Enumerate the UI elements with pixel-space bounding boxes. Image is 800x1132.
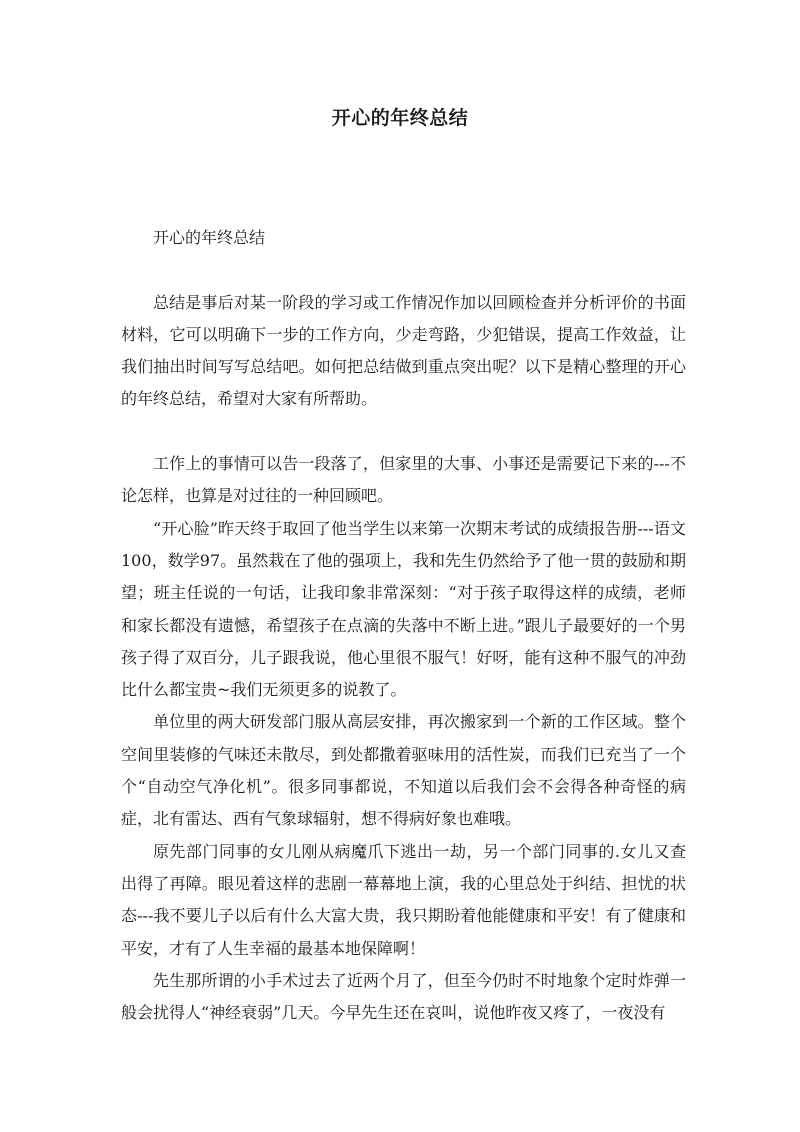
paragraph-intro: 总结是事后对某一阶段的学习或工作情况作加以回顾检查并分析评价的书面材料，它可以明确下一步的工作方向，少走弯路，少犯错误，提高工作效益，让我们抽出时间写写总结吧。如何把总结做到重点突出呢？以下是精心整理的开心的年终总结，希望对大家有所帮助。 <box>121 292 686 409</box>
document-body <box>121 222 686 1029</box>
paragraph-surgery: 先生那所谓的小手术过去了近两个月了，但至今仍时不时地象个定时炸弹一般会扰得人“神经衰弱”几天。今早先生还在哀叫，说他昨夜又疼了，一夜没有 <box>121 970 686 1023</box>
document-subtitle: 开心的年终总结 <box>153 228 266 247</box>
paragraph-exam-results: “开心脸”昨天终于取回了他当学生以来第一次期末考试的成绩报告册---语文100，数学97。虽然栽在了他的强项上，我和先生仍然给予了他一贯的鼓励和期望；班主任说的一句话，让我印象非常深刻：“对于孩子取得这样的成绩，老师和家长都没有遗憾，希望孩子在点滴的失落中不断上进。”跟儿子最要好的一个男孩子得了双百分，儿子跟我说，他心里很不服气！好呀，能有这种不服气的冲劲比什么都宝贵~我们无须更多的说教了。 <box>121 518 686 700</box>
paragraph-work-summary: 工作上的事情可以告一段落了，但家里的大事、小事还是需要记下来的---不论怎样，也算是对过往的一种回顾吧。 <box>121 454 686 506</box>
document-title: 开心的年终总结 <box>331 107 469 129</box>
paragraph-office-move: 单位里的两大研发部门服从高层安排，再次搬家到一个新的工作区域。整个空间里装修的气味还未散尽，到处都撒着驱味用的活性炭，而我们已充当了一个个“自动空气净化机”。很多同事都说，不知道以后我们会不会得各种奇怪的病症，北有雷达、西有气象球辐射，想不得病好象也难哦。 <box>121 712 686 829</box>
paragraph-health-concern: 原先部门同事的女儿刚从病魔爪下逃出一劫，另一个部门同事的.女儿又查出得了再障。眼见着这样的悲剧一幕幕地上演，我的心里总处于纠结、担忧的状态---我不要儿子以后有什么大富大贵，我只期盼着他能健康和平安！有了健康和平安，才有了人生幸福的最基本地保障啊！ <box>121 841 686 958</box>
